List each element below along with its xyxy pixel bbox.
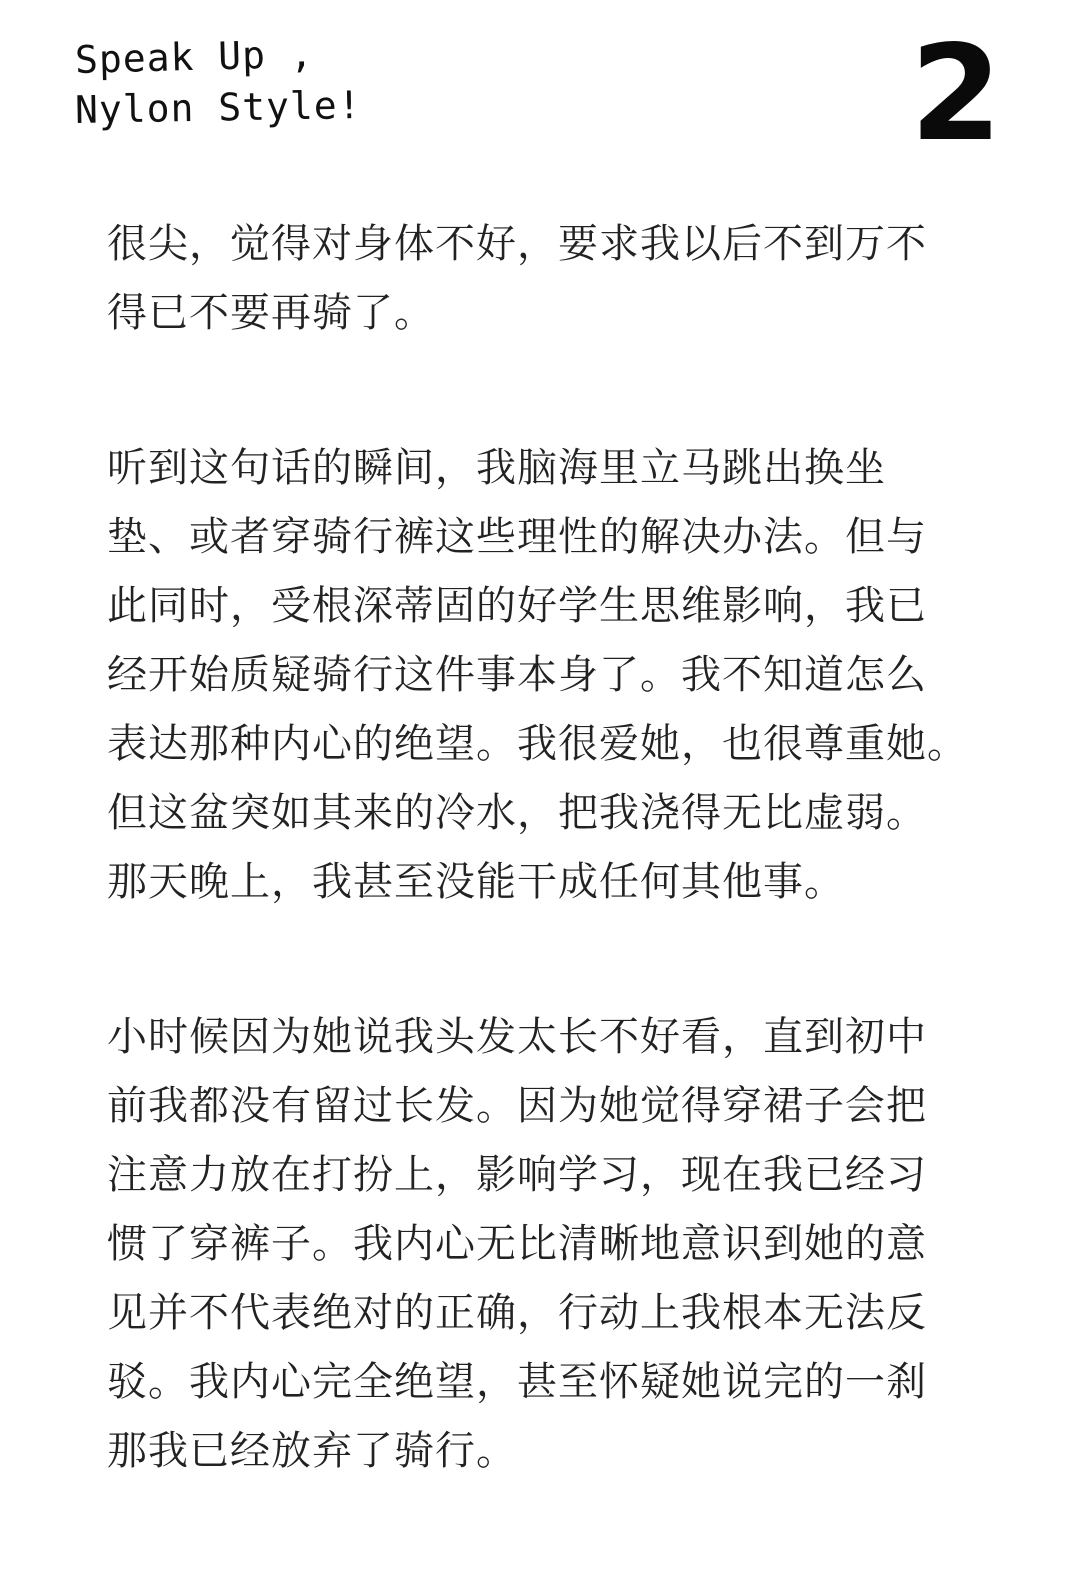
text-line: 注意力放在打扮上，影响学习，现在我已经习 [107,1152,927,1198]
text-line: 前我都没有留过长发。因为她觉得穿裙子会把 [107,1083,927,1129]
text-line: 那天晚上，我甚至没能干成任何其他事。 [107,859,845,905]
text-line: 但这盆突如其来的冷水，把我浇得无比虚弱。 [107,790,927,836]
text-line: 经开始质疑骑行这件事本身了。我不知道怎么 [107,652,927,698]
paragraph-1 [107,210,987,348]
page-header [0,0,1080,200]
text-line: 小时候因为她说我头发太长不好看，直到初中 [107,1014,927,1060]
text-line: 惯了穿裤子。我内心无比清晰地意识到她的意 [107,1221,927,1267]
text-line: 很尖，觉得对身体不好，要求我以后不到万不 [107,221,927,267]
paragraph-2 [107,434,987,917]
paragraph-3 [107,1003,987,1486]
brand-logo [74,31,375,165]
text-line: 听到这句话的瞬间，我脑海里立马跳出换坐 [107,445,886,491]
text-line: 此同时，受根深蒂固的好学生思维影响，我已 [107,583,927,629]
text-line: 表达那种内心的绝望。我很爱她，也很尊重她。 [107,721,968,767]
brand-line-2: Nylon Style! [74,83,362,132]
text-line: 得已不要再骑了。 [107,290,435,336]
article-body [107,210,987,1572]
page-number: 2 [910,17,1002,171]
text-line: 见并不代表绝对的正确，行动上我根本无法反 [107,1290,927,1336]
text-line: 那我已经放弃了骑行。 [107,1428,517,1474]
text-line: 驳。我内心完全绝望，甚至怀疑她说完的一刹 [107,1359,927,1405]
text-line: 垫、或者穿骑行裤这些理性的解决办法。但与 [107,514,927,560]
brand-line-1: Speak Up , [74,31,315,82]
